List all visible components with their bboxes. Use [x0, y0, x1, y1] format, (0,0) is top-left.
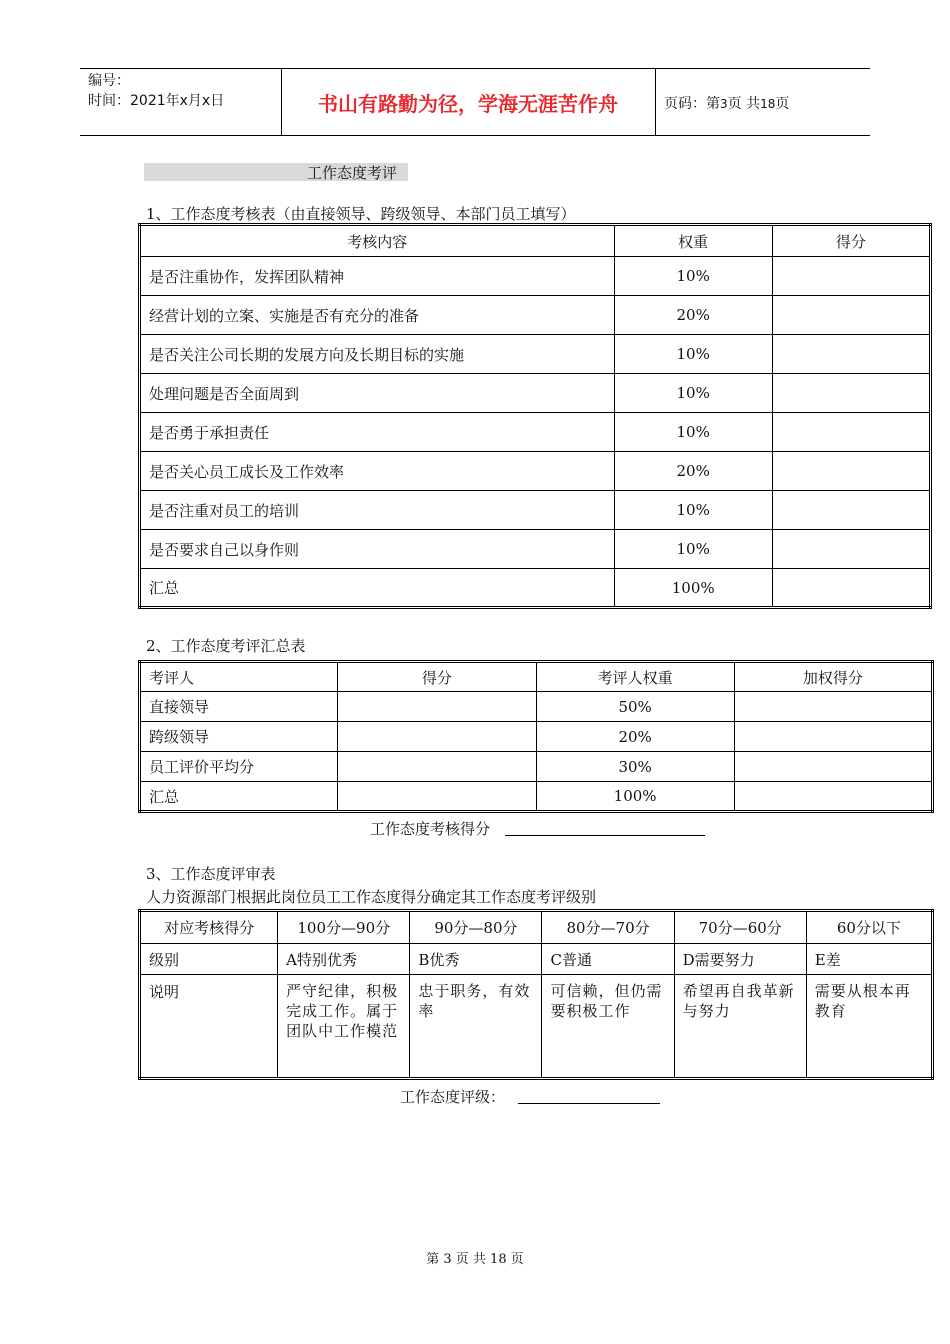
item-cell: 是否关心员工成长及工作效率 — [140, 452, 615, 491]
weight-cell: 10% — [614, 335, 772, 374]
weight-cell: 20% — [536, 722, 734, 752]
table-row — [140, 722, 933, 752]
header-cell: 加权得分 — [734, 662, 932, 692]
rating-level-label: 工作态度评级： — [400, 1088, 506, 1106]
item-cell: 是否注重协作，发挥团队精神 — [140, 257, 615, 296]
table-row — [140, 752, 933, 782]
header-cell: 考评人 — [140, 662, 338, 692]
item-cell: 是否关注公司长期的发展方向及长期目标的实施 — [140, 335, 615, 374]
header-top-rule — [80, 68, 870, 69]
score-range-row — [140, 911, 933, 944]
description-cell: 忠于职务，有效率 — [410, 975, 542, 1079]
score-range-cell: 90分—80分 — [410, 911, 542, 944]
table-row — [140, 374, 931, 413]
header-page-indicator — [664, 93, 789, 113]
score-cell[interactable] — [338, 752, 536, 782]
weight-cell: 10% — [614, 530, 772, 569]
score-range-cell: 70分—60分 — [674, 911, 806, 944]
table-row — [140, 296, 931, 335]
description-cell: 希望再自我革新与努力 — [674, 975, 806, 1079]
summary-score-label: 工作态度考核得分 — [370, 820, 491, 838]
rating-level-blank[interactable] — [518, 1103, 660, 1104]
row-header-cell: 级别 — [140, 944, 278, 975]
score-range-cell: 60分以下 — [806, 911, 932, 944]
header-motto: 书山有路勤为径，学海无涯苦作舟 — [318, 92, 618, 116]
section3-title: 3、工作态度评审表 — [146, 865, 276, 883]
table-header-row — [140, 662, 933, 692]
score-cell[interactable] — [772, 530, 930, 569]
description-cell: 可信赖，但仍需要积极工作 — [542, 975, 674, 1079]
page-total: 18 — [760, 97, 776, 111]
level-cell: C普通 — [542, 944, 674, 975]
header-cell: 得分 — [772, 225, 930, 257]
item-cell: 是否注重对员工的培训 — [140, 491, 615, 530]
table-row — [140, 530, 931, 569]
section3-subtitle: 人力资源部门根据此岗位员工工作态度得分确定其工作态度考评级别 — [146, 888, 597, 906]
table-header-row — [140, 225, 931, 257]
header-meta — [88, 71, 224, 111]
table-row-total — [140, 569, 931, 608]
header-cell: 考评人权重 — [536, 662, 734, 692]
score-cell[interactable] — [338, 782, 536, 812]
code-label: 编号： — [88, 73, 130, 89]
item-cell: 处理问题是否全面周到 — [140, 374, 615, 413]
weight-cell: 50% — [536, 692, 734, 722]
weight-cell: 20% — [614, 452, 772, 491]
score-cell[interactable] — [772, 413, 930, 452]
score-range-cell: 100分—90分 — [278, 911, 410, 944]
description-cell: 需要从根本再教育 — [806, 975, 932, 1079]
score-cell[interactable] — [338, 692, 536, 722]
page-prefix: 页码：第 — [664, 96, 720, 112]
page-suffix: 页 — [775, 96, 790, 112]
table-row-total — [140, 782, 933, 812]
doc-title: 工作态度考评 — [307, 164, 398, 182]
weighted-score-cell[interactable] — [734, 752, 932, 782]
time-label: 时间：2021年x月x日 — [88, 93, 225, 109]
item-cell: 汇总 — [140, 569, 615, 608]
page-footer: 第 3 页 共 18 页 — [426, 1252, 524, 1267]
score-cell[interactable] — [772, 296, 930, 335]
section1-title: 1、工作态度考核表（由直接领导、跨级领导、本部门员工填写） — [146, 205, 576, 223]
score-cell[interactable] — [772, 374, 930, 413]
weight-cell: 20% — [614, 296, 772, 335]
description-row — [140, 975, 933, 1079]
score-cell[interactable] — [772, 569, 930, 608]
weight-cell: 10% — [614, 413, 772, 452]
weight-cell: 10% — [614, 491, 772, 530]
attitude-rating-table — [138, 909, 934, 1080]
weighted-score-cell[interactable] — [734, 722, 932, 752]
rater-cell: 直接领导 — [140, 692, 338, 722]
table-row — [140, 491, 931, 530]
header-cell: 考核内容 — [140, 225, 615, 257]
score-cell[interactable] — [772, 335, 930, 374]
table-row — [140, 452, 931, 491]
score-cell[interactable] — [338, 722, 536, 752]
header-cell: 得分 — [338, 662, 536, 692]
item-cell: 是否要求自己以身作则 — [140, 530, 615, 569]
header-cell: 权重 — [614, 225, 772, 257]
row-header-cell: 说明 — [140, 975, 278, 1079]
score-cell[interactable] — [772, 257, 930, 296]
header-divider — [655, 69, 656, 136]
page-mid: 页 共 — [727, 96, 761, 112]
level-cell: A特别优秀 — [278, 944, 410, 975]
table-row — [140, 692, 933, 722]
score-cell[interactable] — [772, 491, 930, 530]
level-cell: E差 — [806, 944, 932, 975]
level-row — [140, 944, 933, 975]
table-row — [140, 413, 931, 452]
score-range-cell: 80分—70分 — [542, 911, 674, 944]
summary-score-blank[interactable] — [505, 835, 705, 836]
weight-cell: 10% — [614, 374, 772, 413]
rater-cell: 汇总 — [140, 782, 338, 812]
table-row — [140, 257, 931, 296]
header-bottom-rule — [80, 135, 870, 136]
attitude-summary-table — [138, 660, 934, 813]
score-cell[interactable] — [772, 452, 930, 491]
page-number: 3 — [720, 97, 728, 111]
level-cell: B优秀 — [410, 944, 542, 975]
rater-cell: 跨级领导 — [140, 722, 338, 752]
item-cell: 是否勇于承担责任 — [140, 413, 615, 452]
weighted-score-cell[interactable] — [734, 692, 932, 722]
row-header-cell: 对应考核得分 — [140, 911, 278, 944]
description-cell: 严守纪律，积极完成工作。属于团队中工作模范 — [278, 975, 410, 1079]
level-cell: D需要努力 — [674, 944, 806, 975]
weight-cell: 10% — [614, 257, 772, 296]
rater-cell: 员工评价平均分 — [140, 752, 338, 782]
weight-cell: 30% — [536, 752, 734, 782]
section2-title: 2、工作态度考评汇总表 — [146, 637, 306, 655]
weight-cell: 100% — [536, 782, 734, 812]
weight-cell: 100% — [614, 569, 772, 608]
weighted-score-cell[interactable] — [734, 782, 932, 812]
item-cell: 经营计划的立案、实施是否有充分的准备 — [140, 296, 615, 335]
table-row — [140, 335, 931, 374]
attitude-assessment-table — [138, 223, 932, 609]
